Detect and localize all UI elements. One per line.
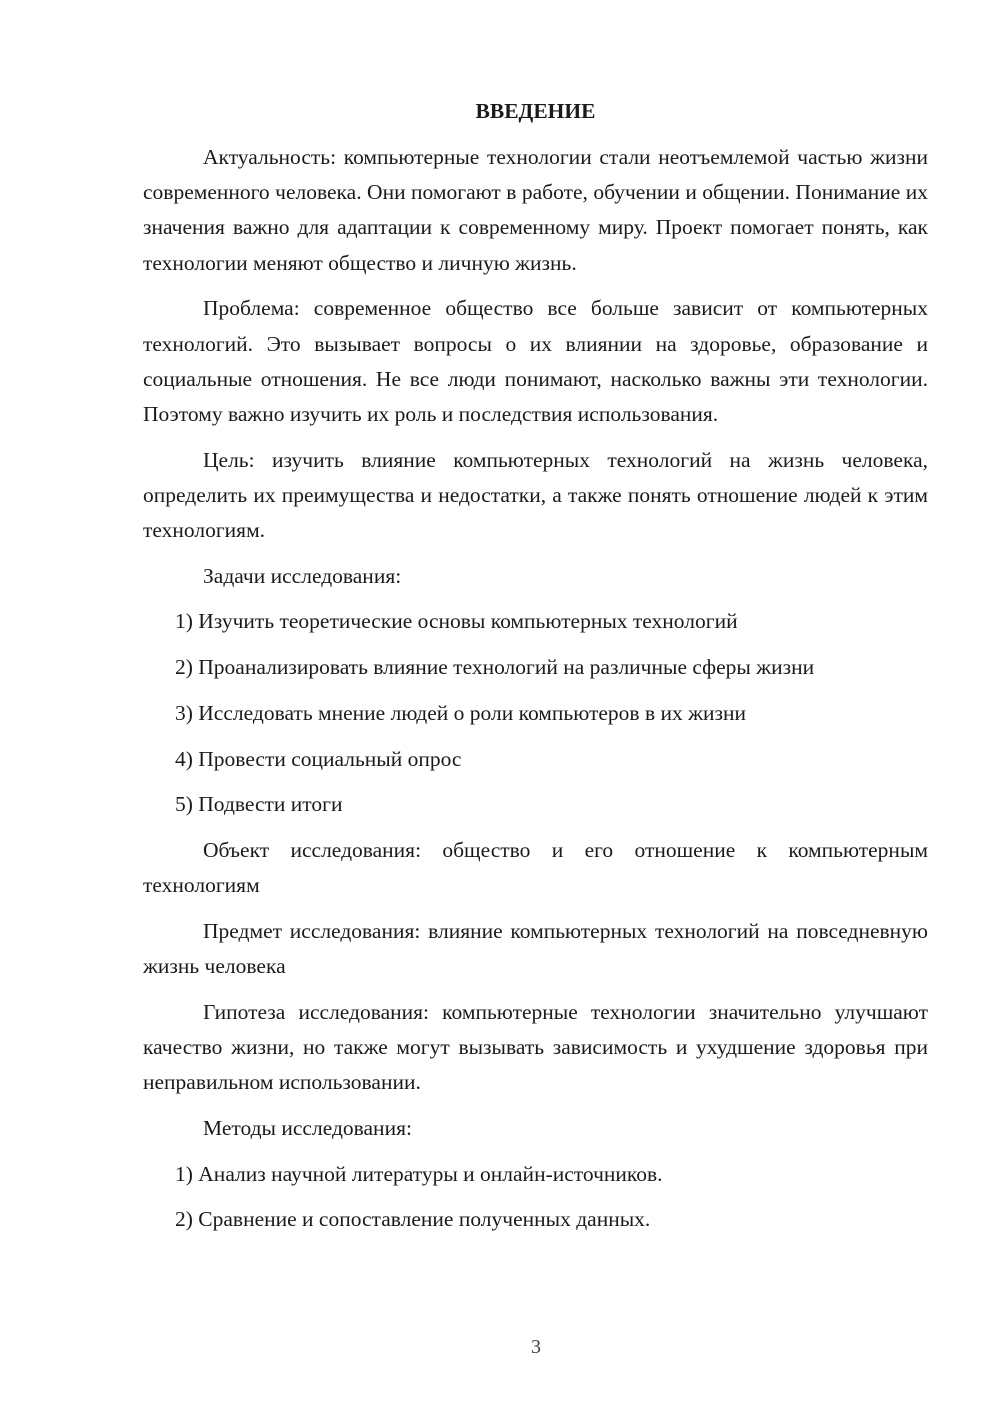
object-paragraph: Объект исследования: общество и его отношение к компьютерным технологиям bbox=[143, 837, 928, 898]
goal-paragraph: Цель: изучить влияние компьютерных технологий на жизнь человека, определить их преимущества и недостатки, а также понять отношение людей к этим технологиям. bbox=[143, 447, 928, 543]
tasks-list bbox=[143, 604, 928, 822]
section-title: ВВЕДЕНИЕ bbox=[475, 99, 596, 123]
task-item: 2) Проанализировать влияние технологий на различные сферы жизни bbox=[175, 655, 815, 680]
task-item: 1) Изучить теоретические основы компьютерных технологий bbox=[175, 609, 738, 634]
page-content bbox=[143, 95, 928, 1248]
hypothesis-paragraph: Гипотеза исследования: компьютерные технологии значительно улучшают качество жизни, но также могут вызывать зависимость и ухудшение здоровья при неправильном использовании. bbox=[143, 999, 928, 1095]
method-item: 1) Анализ научной литературы и онлайн-источников. bbox=[175, 1161, 663, 1186]
methods-heading: Методы исследования: bbox=[203, 1115, 412, 1140]
task-item: 5) Подвести итоги bbox=[175, 792, 343, 817]
page-number: 3 bbox=[531, 1336, 541, 1358]
problem-paragraph: Проблема: современное общество все больше зависит от компьютерных технологий. Это вызывает вопросы о их влиянии на здоровье, образование и социальные отношения. Не все люди понимают, насколько важны эти технологии. Поэтому важно изучить их роль и последствия использования. bbox=[143, 296, 928, 426]
relevance-paragraph: Актуальность: компьютерные технологии стали неотъемлемой частью жизни современного человека. Они помогают в работе, обучении и общении. Понимание их значения важно для адаптации к современному миру. Проект помогает понять, как технологии меняют общество и личную жизнь. bbox=[143, 145, 928, 275]
subject-paragraph: Предмет исследования: влияние компьютерных технологий на повседневную жизнь человека bbox=[143, 918, 928, 979]
method-item: 2) Сравнение и сопоставление полученных данных. bbox=[175, 1207, 651, 1232]
task-item: 3) Исследовать мнение людей о роли компьютеров в их жизни bbox=[175, 700, 746, 725]
tasks-heading: Задачи исследования: bbox=[203, 563, 402, 588]
methods-list bbox=[143, 1157, 928, 1238]
task-item: 4) Провести социальный опрос bbox=[175, 746, 462, 771]
